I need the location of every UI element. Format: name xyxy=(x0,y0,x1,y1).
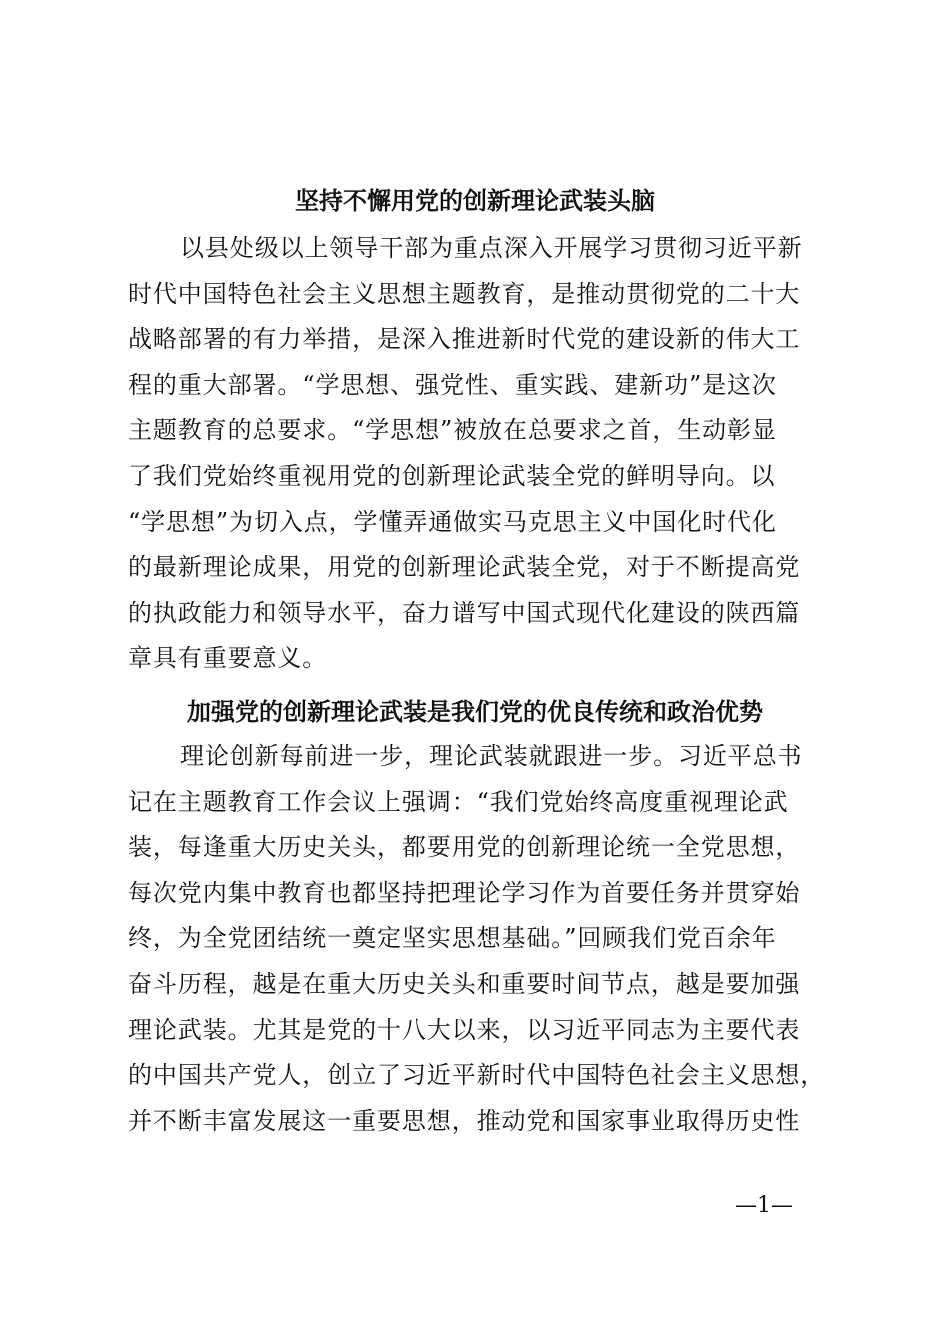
section-heading-2: 加强党的创新理论武装是我们党的优良传统和政治优势 xyxy=(187,697,763,726)
page-number: —1— xyxy=(735,1193,793,1218)
paragraph-line: 的最新理论成果，用党的创新理论武装全党，对于不断提高党 xyxy=(128,553,801,582)
paragraph-line: 记在主题教育工作会议上强调：“我们党始终高度重视理论武 xyxy=(128,787,789,816)
paragraph-line: 终，为全党团结统一奠定坚实思想基础。”回顾我们党百余年 xyxy=(128,924,777,953)
paragraph-line: 并不断丰富发展这一重要思想，推动党和国家事业取得历史性 xyxy=(128,1106,801,1135)
paragraph-line: 战略部署的有力举措，是深入推进新时代党的建设新的伟大工 xyxy=(128,325,801,354)
paragraph-line: 章具有重要意义。 xyxy=(128,644,328,673)
paragraph-line: 理论武装。尤其是党的十八大以来，以习近平同志为主要代表 xyxy=(128,1015,801,1044)
paragraph-line: 主题教育的总要求。“学思想”被放在总要求之首，生动彰显 xyxy=(128,416,777,445)
paragraph-line: 每次党内集中教育也都坚持把理论学习作为首要任务并贯穿始 xyxy=(128,878,801,907)
paragraph-line: 程的重大部署。“学思想、强党性、重实践、建新功”是这次 xyxy=(128,370,777,399)
paragraph-line: 理论创新每前进一步，理论武装就跟进一步。习近平总书 xyxy=(180,742,803,770)
paragraph-line: 的执政能力和领导水平，奋力谱写中国式现代化建设的陕西篇 xyxy=(128,598,801,627)
paragraph-line: 奋斗历程，越是在重大历史关头和重要时间节点，越是要加强 xyxy=(128,969,801,998)
paragraph-line: 了我们党始终重视用党的创新理论武装全党的鲜明导向。以 xyxy=(128,461,776,490)
paragraph-line: “学思想”为切入点，学懂弄通做实马克思主义中国化时代化 xyxy=(128,507,777,536)
paragraph-line: 以县处级以上领导干部为重点深入开展学习贯彻习近平新 xyxy=(180,234,803,262)
section-heading-1: 坚持不懈用党的创新理论武装头脑 xyxy=(295,186,655,215)
paragraph-line: 时代中国特色社会主义思想主题教育，是推动贯彻党的二十大 xyxy=(128,279,801,308)
paragraph-2 xyxy=(128,734,838,1144)
paragraph-line: 装，每逢重大历史关头，都要用党的创新理论统一全党思想， xyxy=(128,833,801,862)
paragraph-1 xyxy=(128,226,838,682)
paragraph-line: 的中国共产党人，创立了习近平新时代中国特色社会主义思想， xyxy=(128,1061,826,1090)
